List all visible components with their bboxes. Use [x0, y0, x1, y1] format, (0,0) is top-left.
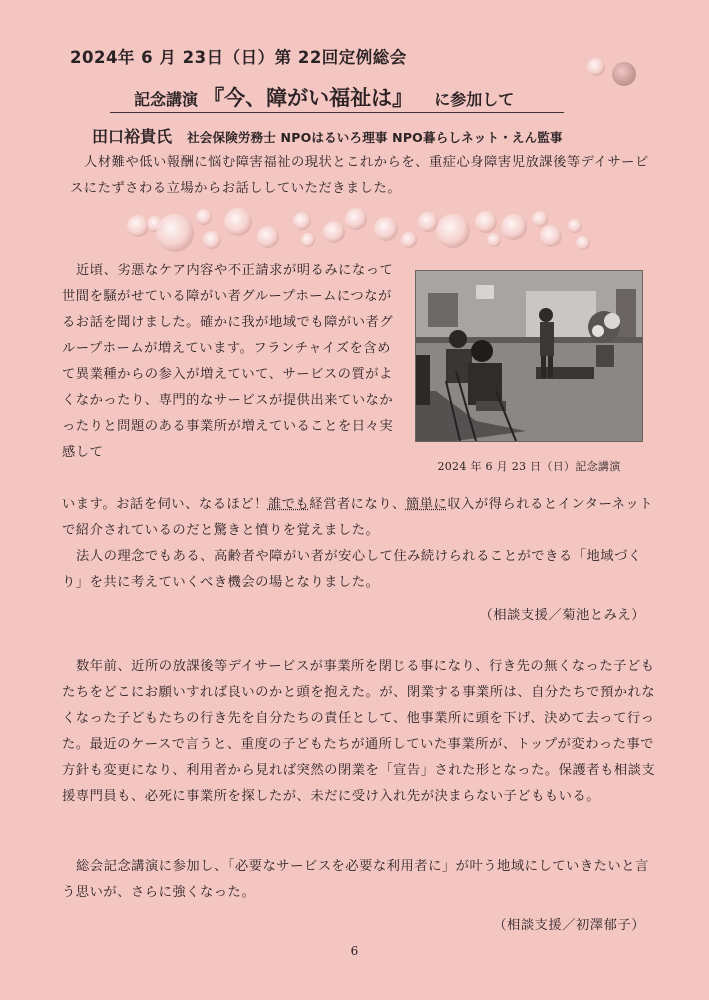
title-underline — [110, 112, 564, 113]
lecture-intro: 人材難や低い報酬に悩む障害福祉の現状とこれからを、重症心身障害児放課後等デイサービスにたずさわる立場からお話ししていただきました。 — [70, 155, 649, 196]
speaker-roles: 社会保険労務士 NPOはるいろ理事 NPO暮らしネット・えん監事 — [187, 130, 563, 145]
report1-cont-c: 収入が得られるとインターネットで紹介されているのだと驚きと憤りを覚えました。 — [62, 497, 654, 538]
speaker-name: 田口裕貴氏 — [92, 127, 173, 146]
report1-signature: （相談支援／菊池とみえ） — [479, 608, 645, 623]
event-title — [134, 82, 514, 112]
report2-signature: （相談支援／初澤郁子） — [493, 918, 645, 933]
event-title-prefix: 記念講演 — [134, 90, 199, 109]
event-title-main: 『今、障がい福祉は』 — [203, 86, 414, 110]
page-number: 6 — [350, 944, 359, 958]
emphasis-kantanni: 簡単に — [405, 497, 448, 512]
report1-paragraph1-continued — [62, 492, 662, 544]
report1-cont-a: います。お話を伺い、なるほど！ — [62, 497, 268, 512]
report1-paragraph2: 法人の理念でもある、高齢者や障がい者が安心して住み続けられることができる「地域づくり」を共に考えていくべき機会の場となりました。 — [62, 549, 642, 590]
emphasis-daredemo: 誰でも — [267, 497, 310, 512]
photo-caption: 2024 年 6 月 23 日（日）記念講演 — [437, 460, 621, 473]
event-title-suffix: に参加して — [434, 90, 515, 109]
meeting-date-title: 2024年 6 月 23日（日）第 22回定例総会 — [70, 48, 407, 67]
report2-paragraph2: 総会記念講演に参加し、「必要なサービスを必要な利用者に」が叶う地域にしていきたいと言う思いが、さらに強くなった。 — [62, 859, 649, 900]
report1-paragraph1-wrapped: 近頃、劣悪なケア内容や不正請求が明るみになって世間を騒がせている障がい者グループホームにつながるお話を聞けました。確かに我が地域でも障がい者グループホームが増えています。フランチャイズを含めて異業種からの参入が増えていて、サービスの質がよくなかったり、専門的なサービスが提供出来ていなかったりと問題のある事業所が増えていることを日々実感して — [62, 263, 394, 460]
lecture-photo — [415, 270, 643, 442]
report1-cont-b: 経営者になり、 — [309, 497, 406, 512]
speaker-line — [92, 124, 563, 147]
report2-paragraph1: 数年前、近所の放課後等デイサービスが事業所を閉じる事になり、行き先の無くなった子どもたちをどこにお願いすれば良いのかと頭を抱えた。が、閉業する事業所は、自分たちで預かれなくなった子どもたちの行き先を自分たちの責任として、他事業所に頭を下げ、決めて去って行った。最近のケースで言うと、重度の子どもたちが通所していた事業所が、トップが変わった事で方針も変更になり、利用者から見れば突然の閉業を「宣告」された形となった。保護者も相談支援専門員も、必死に事業所を探したが、未だに受け入れ先が決まらない子どももいる。 — [62, 659, 656, 804]
